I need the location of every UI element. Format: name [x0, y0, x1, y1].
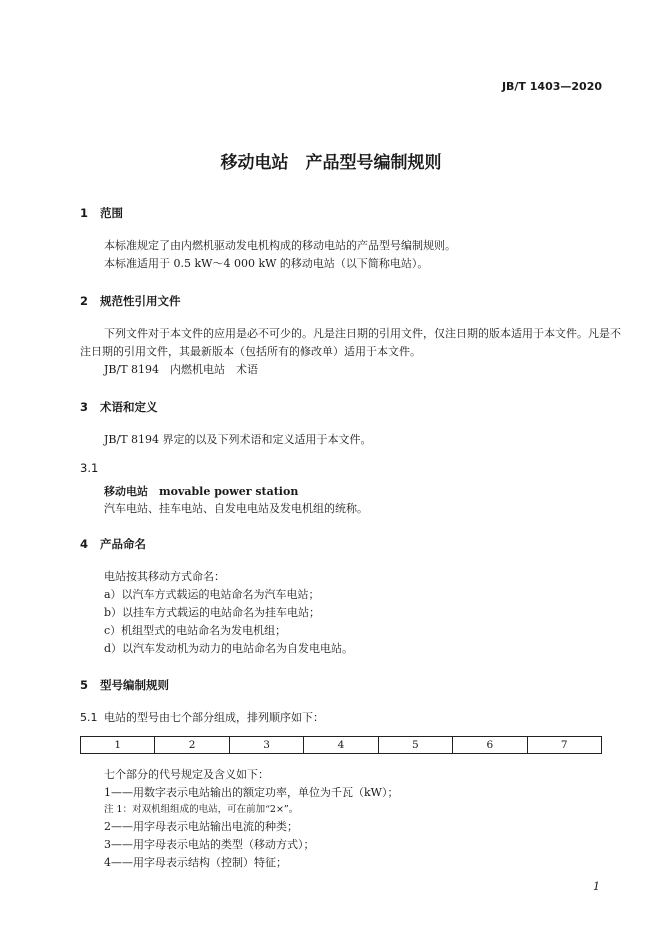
list-item: c）机组型式的电站命名为发电机组；: [104, 624, 287, 637]
section-3-1-number: 3.1: [80, 461, 99, 475]
section-3-line: JB/T 8194 界定的以及下列术语和定义适用于本文件。: [104, 433, 372, 446]
section-1-line-2: 本标准适用于 0.5 kW～4 000 kW 的移动电站（以下简称电站）。: [104, 257, 429, 270]
model-sequence-table: [80, 736, 602, 754]
explain-item-1: 1——用数字表示电站输出的额定功率，单位为千瓦（kW）；: [104, 786, 399, 799]
table-cell: 5: [378, 737, 452, 754]
explain-intro: 七个部分的代号规定及含义如下：: [104, 768, 269, 781]
section-5-1-line: [80, 709, 324, 727]
section-2-title: 规范性引用文件: [100, 294, 181, 308]
section-5-number: 5: [80, 678, 89, 692]
section-1-title: 范围: [100, 206, 123, 220]
section-4-heading: [80, 536, 146, 552]
table-cell: 6: [453, 737, 527, 754]
section-3-title: 术语和定义: [100, 400, 158, 414]
section-3-number: 3: [80, 400, 89, 414]
section-1-line-1: 本标准规定了由内燃机驱动发电机构成的移动电站的产品型号编制规则。: [104, 239, 456, 252]
table-cell: 4: [304, 737, 378, 754]
table-cell: 2: [155, 737, 229, 754]
explain-item-3: 3——用字母表示电站的类型（移动方式）；: [104, 838, 315, 851]
list-item: b）以挂车方式载运的电站命名为挂车电站；: [104, 606, 321, 619]
section-2-paragraph: 下列文件对于本文件的应用是必不可少的。凡是注日期的引用文件，仅注日期的版本适用于本文件。凡是不注日期的引用文件，其最新版本（包括所有的修改单）适用于本文件。: [80, 327, 621, 358]
section-1-heading: [80, 205, 123, 221]
section-5-title: 型号编制规则: [100, 678, 169, 692]
list-item: a）以汽车方式载运的电站命名为汽车电站；: [104, 588, 320, 601]
term-entry: [104, 483, 298, 501]
section-2-number: 2: [80, 294, 89, 308]
list-item: d）以汽车发动机为动力的电站命名为自发电电站。: [104, 642, 354, 655]
section-5-1-text: 电站的型号由七个部分组成，排列顺序如下：: [104, 711, 324, 724]
explain-item-2: 2——用字母表示电站输出电流的种类；: [104, 820, 298, 833]
table-cell: 7: [527, 737, 601, 754]
section-4-intro: 电站按其移动方式命名：: [104, 570, 225, 583]
section-5-heading: [80, 677, 169, 693]
document-title: 移动电站 产品型号编制规则: [220, 153, 442, 173]
term-definition: 汽车电站、挂车电站、自发电电站及发电机组的统称。: [104, 502, 368, 515]
section-2-reference: JB/T 8194 内燃机电站 术语: [104, 363, 259, 376]
explain-item-4: 4——用字母表示结构（控制）特征；: [104, 856, 287, 869]
section-1-number: 1: [80, 206, 89, 220]
term-zh: 移动电站: [104, 485, 148, 498]
section-4-number: 4: [80, 537, 89, 551]
term-en: movable power station: [159, 485, 299, 498]
table-cell: 1: [81, 737, 155, 754]
section-5-1-number: 5.1: [80, 711, 98, 724]
table-cell: 3: [229, 737, 303, 754]
note-1: 注 1：对双机组组成的电站，可在前加“2×”。: [104, 804, 299, 815]
section-2-heading: [80, 293, 181, 309]
standard-code: JB/T 1403—2020: [501, 80, 602, 93]
page-number: 1: [593, 880, 600, 893]
table-row: [81, 737, 602, 754]
section-3-heading: [80, 399, 158, 415]
section-4-title: 产品命名: [100, 537, 146, 551]
